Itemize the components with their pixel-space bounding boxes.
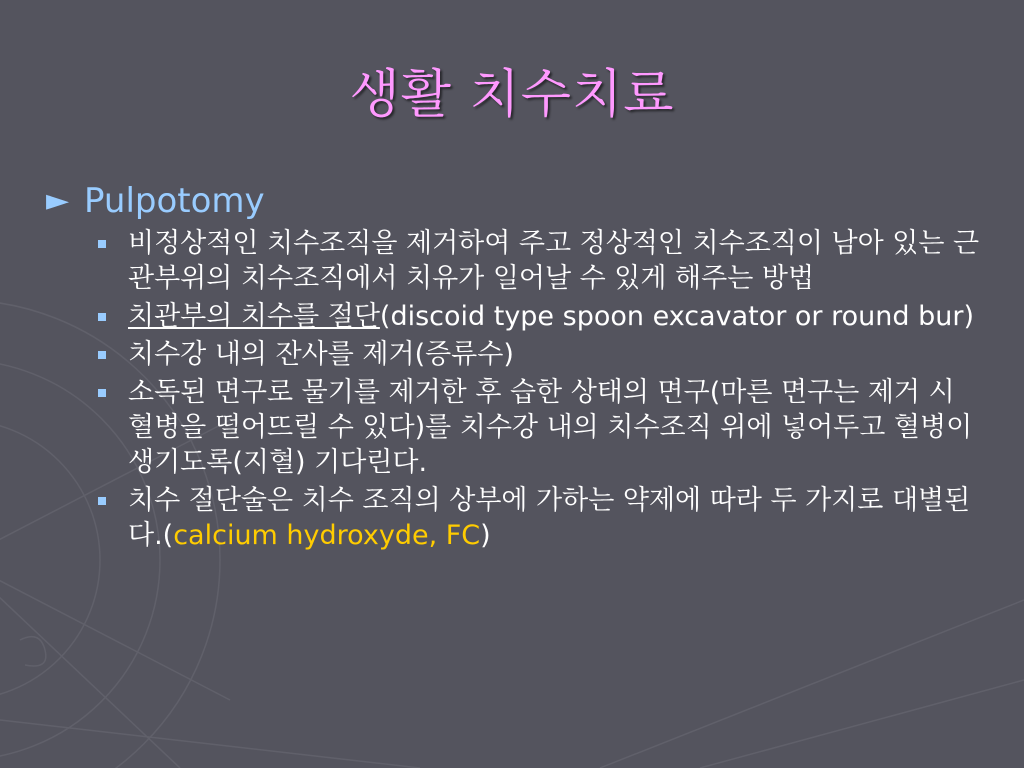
bullet-text: 소독된 면구로 물기를 제거한 후 습한 상태의 면구(마른 면구는 제거 시 혈병을 떨어뜨릴 수 있다)를 치수강 내의 치수조직 위에 넣어두고 혈병이 생기도록(지혈) 기다린다. xyxy=(128,377,973,478)
pulpotomy-heading xyxy=(46,180,986,222)
bullet-list xyxy=(46,226,986,553)
heading-text: Pulpotomy xyxy=(84,181,265,221)
bullet-text: 치수 절단술은 치수 조직의 상부에 가하는 약제에 따라 두 가지로 대별된다.( xyxy=(128,485,971,551)
right-pointer-arrow-icon: ► xyxy=(46,183,70,218)
square-bullet-icon xyxy=(98,313,106,321)
slide-title: 생활 치수치료 xyxy=(349,65,675,125)
square-bullet-icon xyxy=(98,389,106,397)
bullet-text: (discoid type spoon excavator or round bur) xyxy=(379,301,974,332)
bullet-text: 비정상적인 치수조직을 제거하여 주고 정상적인 치수조직이 남아 있는 근관부위의 치수조직에서 치유가 일어날 수 있게 해주는 방법 xyxy=(128,228,980,294)
bullet-item-1 xyxy=(46,226,986,296)
bullet-item-3 xyxy=(46,337,986,372)
bullet-underlined-text: 치관부의 치수를 절단 xyxy=(128,301,380,332)
square-bullet-icon xyxy=(98,497,106,505)
slide-content xyxy=(46,180,986,556)
bullet-text-end: ) xyxy=(480,520,491,551)
square-bullet-icon xyxy=(98,240,106,248)
bullet-item-2 xyxy=(46,299,986,334)
bullet-item-4 xyxy=(46,375,986,480)
medicament-names: calcium hydroxyde, FC xyxy=(173,520,481,551)
square-bullet-icon xyxy=(98,351,106,359)
bullet-text: 치수강 내의 잔사를 제거(증류수) xyxy=(128,339,514,370)
bullet-item-5 xyxy=(46,483,986,553)
